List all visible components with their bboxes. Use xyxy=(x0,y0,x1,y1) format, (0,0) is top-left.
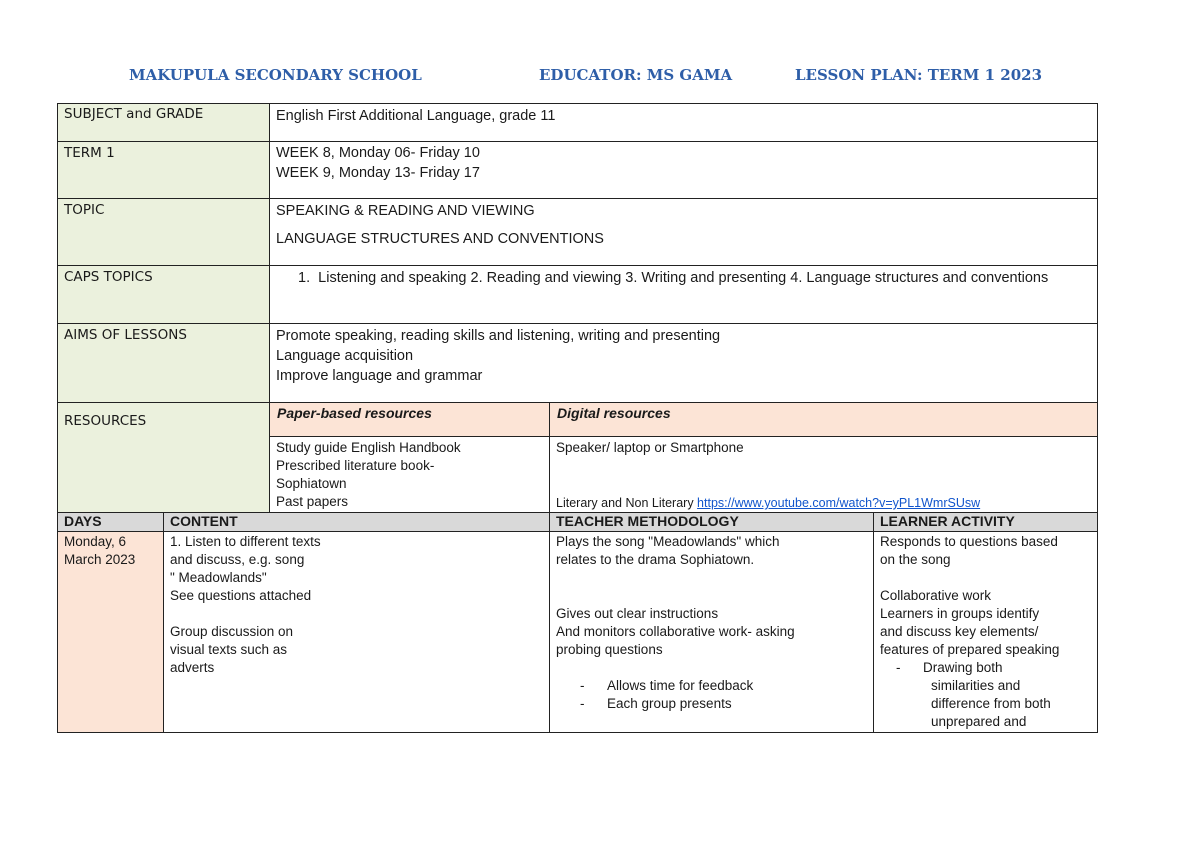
activity-line: Responds to questions based xyxy=(880,534,1058,549)
grid-line xyxy=(549,402,550,733)
topic-line: LANGUAGE STRUCTURES AND CONVENTIONS xyxy=(276,231,604,247)
paper-resource: Prescribed literature book- xyxy=(276,458,435,473)
term-line: WEEK 8, Monday 06- Friday 10 xyxy=(276,145,480,161)
grid-line xyxy=(57,402,1098,403)
method-line: And monitors collaborative work- asking xyxy=(556,624,795,639)
term-line: WEEK 9, Monday 13- Friday 17 xyxy=(276,165,480,181)
caps-text: Listening and speaking 2. Reading and viewing 3. Writing and presenting 4. Language structures and conventions xyxy=(318,270,1049,286)
day-cell xyxy=(57,532,163,570)
paper-resource: Past papers xyxy=(276,494,349,509)
school-name: MAKUPULA SECONDARY SCHOOL xyxy=(129,66,422,84)
content-cell xyxy=(163,532,549,678)
aims-line: Improve language and grammar xyxy=(276,368,483,384)
grid-line xyxy=(57,103,58,733)
content-header: CONTENT xyxy=(170,513,238,529)
youtube-link-row xyxy=(549,495,1098,512)
methodology-header: TEACHER METHODOLOGY xyxy=(556,513,739,529)
method-line: relates to the drama Sophiatown. xyxy=(556,552,755,567)
method-bullet: - Allows time for feedback xyxy=(549,677,866,695)
term-value xyxy=(269,142,1098,184)
activity-line: and discuss key elements/ xyxy=(880,624,1039,639)
aims-label: AIMS OF LESSONS xyxy=(64,327,187,343)
paper-resource: Study guide English Handbook xyxy=(276,440,461,455)
caps-value xyxy=(269,267,1098,289)
activity-bullet-cont: similarities and xyxy=(931,678,1021,693)
youtube-link[interactable]: https://www.youtube.com/watch?v=yPL1WmrSUsw xyxy=(697,496,981,510)
caps-number: 1. xyxy=(298,270,311,286)
lesson-plan-title: LESSON PLAN: TERM 1 2023 xyxy=(795,66,1043,84)
label-column-bg xyxy=(57,103,269,512)
method-line: Gives out clear instructions xyxy=(556,606,719,621)
method-line xyxy=(556,587,866,605)
paper-resources-list xyxy=(269,438,549,512)
grid-line xyxy=(873,512,874,733)
method-line xyxy=(556,659,866,677)
activity-line: Collaborative work xyxy=(880,588,992,603)
activity-line: on the song xyxy=(880,552,951,567)
subject-label: SUBJECT and GRADE xyxy=(64,106,204,122)
grid-line xyxy=(57,198,1098,199)
content-line: " Meadowlands" xyxy=(170,570,267,585)
content-line: visual texts such as xyxy=(170,642,288,657)
grid-line xyxy=(57,531,1098,532)
paper-resources-header: Paper-based resources xyxy=(277,405,432,421)
paper-resource: Sophiatown xyxy=(276,476,347,491)
method-line: probing questions xyxy=(556,642,663,657)
grid-line xyxy=(57,512,1098,513)
content-line: See questions attached xyxy=(170,588,312,603)
activity-line: features of prepared speaking xyxy=(880,642,1060,657)
activity-line: Learners in groups identify xyxy=(880,606,1040,621)
activity-bullet-cont: unprepared and xyxy=(931,714,1027,729)
caps-label: CAPS TOPICS xyxy=(64,269,153,285)
days-header: DAYS xyxy=(64,513,102,529)
subject-value: English First Additional Language, grade 11 xyxy=(276,108,556,124)
aims-line: Language acquisition xyxy=(276,348,414,364)
grid-line xyxy=(269,103,270,513)
content-line xyxy=(170,605,542,623)
educator-name: EDUCATOR: MS GAMA xyxy=(539,66,733,84)
method-bullet: - Each group presents xyxy=(549,695,866,713)
topic-line: SPEAKING & READING AND VIEWING xyxy=(276,203,535,219)
activity-cell xyxy=(873,532,1098,732)
grid-line xyxy=(57,265,1098,266)
content-line: and discuss, e.g. song xyxy=(170,552,305,567)
grid-line xyxy=(57,103,1098,104)
activity-bullet-cont: difference from both xyxy=(931,696,1051,711)
activity-header: LEARNER ACTIVITY xyxy=(880,513,1015,529)
aims-value xyxy=(269,325,1098,387)
grid-line xyxy=(1097,103,1098,733)
link-prefix: Literary and Non Literary xyxy=(556,496,698,510)
day-line: Monday, 6 xyxy=(64,534,127,549)
day-line: March 2023 xyxy=(64,552,136,567)
grid-line xyxy=(57,732,1098,733)
grid-line xyxy=(57,323,1098,324)
activity-bullet: - Drawing both xyxy=(873,659,1091,677)
grid-line xyxy=(163,512,164,733)
digital-resources-header: Digital resources xyxy=(557,405,671,421)
aims-line: Promote speaking, reading skills and listening, writing and presenting xyxy=(276,328,721,344)
content-line: Group discussion on xyxy=(170,624,294,639)
digital-resources-text: Speaker/ laptop or Smartphone xyxy=(556,440,744,455)
topic-value xyxy=(269,200,1098,250)
grid-line xyxy=(57,141,1098,142)
grid-line xyxy=(269,436,1098,437)
method-line: Plays the song "Meadowlands" which xyxy=(556,534,780,549)
topic-label: TOPIC xyxy=(64,202,105,218)
method-line xyxy=(556,569,866,587)
content-line: adverts xyxy=(170,660,215,675)
term-label: TERM 1 xyxy=(64,145,115,161)
activity-line xyxy=(880,569,1091,587)
methodology-cell xyxy=(549,532,873,732)
resources-label: RESOURCES xyxy=(64,413,147,429)
content-line: 1. Listen to different texts xyxy=(170,534,321,549)
